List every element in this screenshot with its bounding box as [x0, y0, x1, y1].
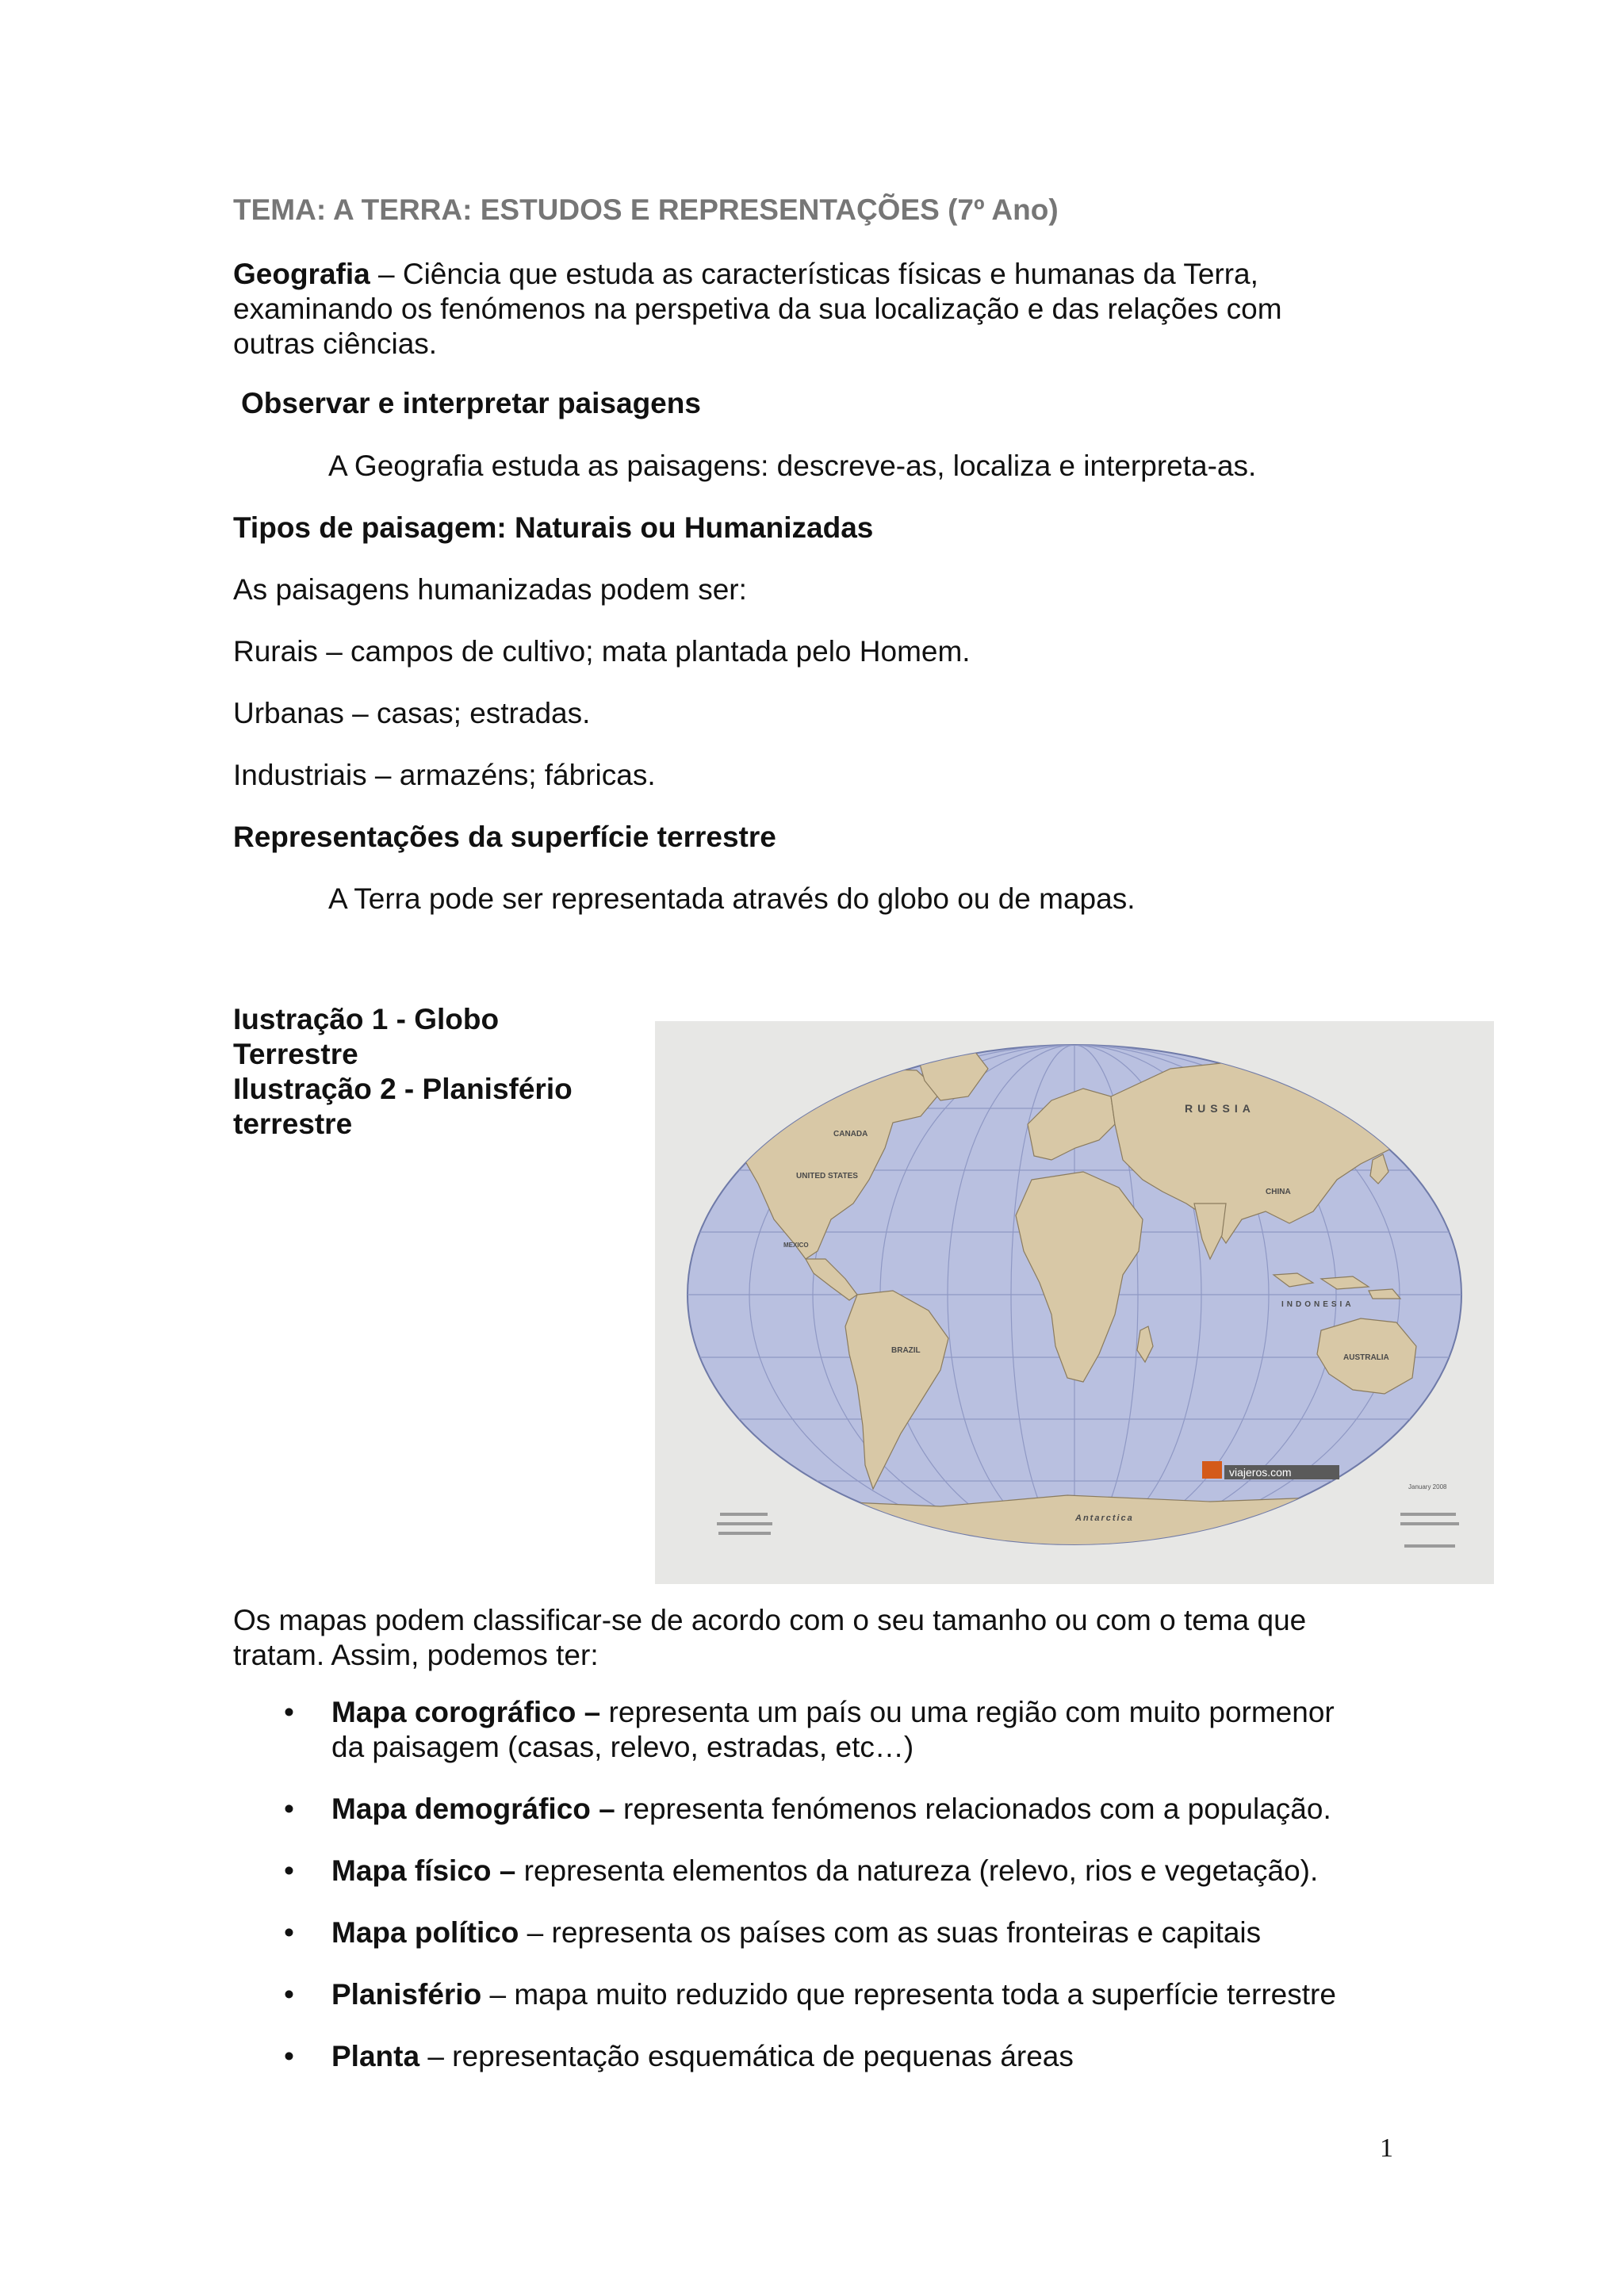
- geografia-definition: [233, 257, 1359, 362]
- observar-heading: Observar e interpretar paisagens: [241, 387, 701, 419]
- list-item: [233, 1792, 1423, 1827]
- representacoes-heading: Representações da superfície terrestre: [233, 821, 776, 853]
- list-item: [233, 1977, 1423, 2012]
- tipos-intro: As paisagens humanizadas podem ser:: [233, 573, 747, 606]
- bullet-text-line2: da paisagem (casas, relevo, estradas, etc…): [331, 1731, 914, 1763]
- list-item: [233, 1915, 1423, 1950]
- geografia-line1: – Ciência que estuda as características físicas e humanas da Terra,: [370, 258, 1258, 290]
- bullet-text: – representa os países com as suas fronteiras e capitais: [519, 1916, 1262, 1949]
- list-item: [233, 1695, 1423, 1765]
- bullet-term: Mapa demográfico –: [331, 1793, 615, 1825]
- map-label-united-states: UNITED STATES: [796, 1172, 858, 1181]
- mapas-intro-line2: tratam. Assim, podemos ter:: [233, 1639, 599, 1671]
- watermark-logo-icon: [1202, 1461, 1222, 1479]
- geografia-term: Geografia: [233, 258, 370, 290]
- map-label-australia: AUSTRALIA: [1343, 1353, 1389, 1362]
- watermark-text: viajeros.com: [1229, 1466, 1292, 1479]
- map-label-antarctica: Antarctica: [1075, 1513, 1134, 1523]
- new-zealand-shape: [1436, 1382, 1448, 1410]
- bullet-glyph: •: [284, 1696, 294, 1728]
- page-number: 1: [1380, 2133, 1393, 2163]
- map-date: January 2008: [1408, 1483, 1447, 1490]
- bullet-text: representa fenómenos relacionados com a população.: [615, 1793, 1331, 1825]
- map-label-mexico: MEXICO: [783, 1242, 809, 1249]
- map-label-brazil: BRAZIL: [891, 1346, 921, 1355]
- map-types-list: [233, 1695, 1423, 2101]
- observar-text: A Geografia estuda as paisagens: descreve-as, localiza e interpreta-as.: [328, 450, 1257, 482]
- list-item: [233, 1854, 1423, 1888]
- bullet-term: Mapa corográfico –: [331, 1696, 601, 1728]
- bullet-term: Mapa físico –: [331, 1854, 516, 1887]
- list-item: [233, 2039, 1423, 2074]
- bullet-term: Mapa político: [331, 1916, 519, 1949]
- bullet-glyph: •: [284, 1978, 294, 2011]
- bullet-glyph: •: [284, 1916, 294, 1949]
- antarctica-shape: [687, 1495, 1464, 1560]
- bullet-text: – mapa muito reduzido que representa toda a superfície terrestre: [481, 1978, 1336, 2011]
- bullet-glyph: •: [284, 1854, 294, 1887]
- map-label-indonesia: INDONESIA: [1281, 1300, 1354, 1309]
- world-map-figure: [655, 1021, 1494, 1584]
- bullet-text: – representação esquemática de pequenas áreas: [419, 2040, 1074, 2072]
- world-map-svg: [655, 1021, 1494, 1584]
- representacoes-text: A Terra pode ser representada através do globo ou de mapas.: [328, 882, 1136, 915]
- mapas-intro: [233, 1603, 1359, 1673]
- map-label-russia: RUSSIA: [1185, 1102, 1255, 1115]
- geografia-line2: examinando os fenómenos na perspetiva da sua localização e das relações com: [233, 293, 1282, 325]
- bullet-term: Planisfério: [331, 1978, 482, 2011]
- tipos-heading: Tipos de paisagem: Naturais ou Humanizadas: [233, 511, 874, 544]
- caption-line-3: Ilustração 2 - Planisfério: [233, 1073, 573, 1105]
- caption-line-2: Terrestre: [233, 1038, 358, 1070]
- figure-captions: [233, 1002, 630, 1142]
- bullet-term: Planta: [331, 2040, 420, 2072]
- document-title: TEMA: A TERRA: ESTUDOS E REPRESENTAÇÕES (7º Ano): [233, 193, 1059, 226]
- caption-line-4: terrestre: [233, 1108, 353, 1140]
- mapas-intro-line1: Os mapas podem classificar-se de acordo com o seu tamanho ou com o tema que: [233, 1604, 1307, 1636]
- bullet-glyph: •: [284, 2040, 294, 2072]
- tipos-urbanas: Urbanas – casas; estradas.: [233, 697, 591, 729]
- map-label-china: CHINA: [1266, 1188, 1291, 1196]
- tipos-rurais: Rurais – campos de cultivo; mata plantada pelo Homem.: [233, 635, 971, 668]
- tipos-industriais: Industriais – armazéns; fábricas.: [233, 759, 656, 791]
- bullet-text: representa elementos da natureza (relevo, rios e vegetação).: [515, 1854, 1319, 1887]
- map-label-canada: CANADA: [833, 1130, 868, 1138]
- bullet-text: representa um país ou uma região com muito pormenor: [600, 1696, 1335, 1728]
- caption-line-1: Iustração 1 - Globo: [233, 1003, 500, 1035]
- bullet-glyph: •: [284, 1793, 294, 1825]
- geografia-line3: outras ciências.: [233, 327, 438, 360]
